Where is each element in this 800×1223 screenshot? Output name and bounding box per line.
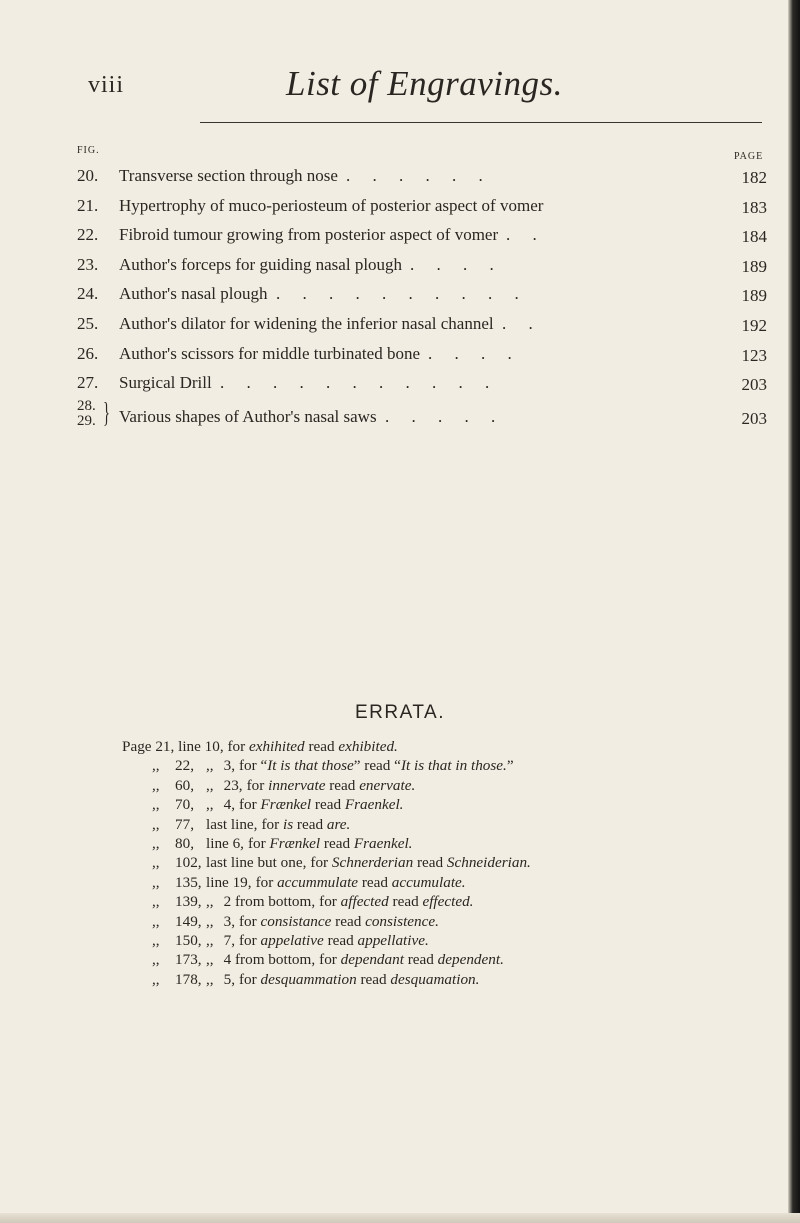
errata-right: consistence. — [365, 912, 439, 930]
errata-text — [206, 951, 504, 969]
ditto-mark: ,, — [152, 893, 160, 911]
errata-right: Schneiderian. — [446, 854, 531, 872]
entry-number-a: 28. — [77, 397, 96, 414]
errata-text — [206, 835, 412, 853]
entry-leader-dots: . . . . . — [385, 406, 505, 426]
errata-wrong: Frænkel — [269, 834, 321, 852]
errata-page: 77, — [175, 815, 194, 833]
entry-title: Fibroid tumour growing from posterior aspect of vomer — [119, 225, 499, 245]
errata-read: read — [331, 912, 366, 930]
errata-wrong: accummulate — [277, 873, 359, 891]
errata-right: Fraenkel. — [353, 834, 413, 852]
errata-wrong: is — [282, 815, 294, 833]
errata-page: 135, — [175, 873, 202, 891]
toc-entry — [77, 249, 767, 279]
errata-for: for — [310, 854, 332, 872]
errata-text — [206, 874, 466, 892]
entry-number: 22. — [77, 225, 99, 245]
errata-read: read — [388, 893, 423, 911]
page-edge-shadow — [788, 0, 800, 1223]
ditto-mark: ,, — [206, 893, 214, 911]
entry-title: Author's dilator for widening the inferior nasal channel — [119, 313, 494, 333]
entry-number-stack — [77, 399, 96, 429]
errata-row — [134, 777, 774, 796]
errata-read: read — [325, 776, 360, 794]
errata-row — [134, 951, 774, 970]
ditto-mark: ,, — [152, 912, 160, 930]
errata-row — [134, 835, 774, 854]
ditto-mark: ,, — [206, 796, 214, 814]
fig-column-heading: FIG. — [77, 145, 100, 156]
page-bottom-edge — [0, 1213, 800, 1223]
errata-read: read — [323, 931, 358, 949]
errata-wrong: Schnerderian — [331, 854, 414, 872]
errata-for: for — [319, 893, 341, 911]
errata-text — [206, 913, 439, 931]
errata-read: ” read “ — [353, 757, 401, 775]
entry-title: Surgical Drill — [119, 373, 212, 393]
page-number: viii — [88, 72, 125, 98]
entry-title: Author's forceps for guiding nasal plough — [119, 254, 403, 274]
errata-right: appellative. — [357, 931, 429, 949]
errata-for: for “ — [238, 757, 268, 775]
errata-read: read — [356, 970, 391, 988]
errata-page: 80, — [175, 834, 194, 852]
errata-wrong: desquammation — [260, 970, 357, 988]
errata-right: effected. — [422, 893, 474, 911]
errata-list — [122, 738, 774, 990]
errata-text — [122, 738, 398, 756]
errata-read: read — [304, 738, 339, 755]
toc-entry — [77, 367, 767, 397]
errata-label: Page 21, line 10, for — [122, 738, 249, 755]
errata-wrong: innervate — [268, 776, 326, 794]
errata-right: are. — [326, 815, 351, 833]
entry-number: 26. — [77, 343, 99, 363]
errata-wrong: appelative — [260, 931, 324, 949]
errata-row — [134, 854, 774, 873]
errata-row — [134, 893, 774, 912]
errata-close: ” — [506, 757, 514, 775]
errata-page: 139, — [175, 893, 202, 911]
ditto-mark: ,, — [206, 757, 214, 775]
page-column-heading: PAGE — [734, 151, 764, 162]
errata-right: dependent. — [437, 951, 504, 969]
errata-line: 23, — [223, 776, 243, 794]
errata-text — [206, 971, 479, 989]
ditto-mark: ,, — [152, 854, 160, 872]
entry-leader-dots: . . . . . . . . . . . — [220, 373, 499, 393]
toc-entry — [77, 219, 767, 249]
ditto-mark: ,, — [152, 834, 160, 852]
ditto-mark: ,, — [152, 815, 160, 833]
errata-for: for — [261, 815, 283, 833]
errata-page: 60, — [175, 776, 194, 794]
errata-row — [134, 874, 774, 893]
ditto-mark: ,, — [152, 873, 160, 891]
entry-page: 123 — [741, 345, 767, 365]
entry-leader-dots: . . — [506, 225, 546, 245]
errata-wrong: Frænkel — [260, 796, 312, 814]
entry-title: Hypertrophy of muco-periosteum of posterior aspect of vomer — [119, 195, 544, 215]
toc-entry — [77, 160, 767, 190]
entry-number: 20. — [77, 166, 99, 185]
entry-leader-dots: . . . . — [410, 254, 503, 274]
errata-for: for — [247, 834, 270, 852]
errata-wrong: consistance — [260, 912, 332, 930]
ditto-mark: ,, — [206, 970, 214, 988]
toc-entry — [77, 308, 767, 338]
errata-wrong: dependant — [340, 951, 404, 969]
errata-line: 3, — [223, 757, 235, 775]
toc-entry — [77, 338, 767, 368]
entry-title: Various shapes of Author's nasal saws — [119, 406, 377, 426]
entry-number: 21. — [77, 195, 99, 215]
errata-text — [206, 777, 415, 795]
ditto-mark: ,, — [206, 776, 214, 794]
errata-page: 150, — [175, 931, 202, 949]
errata-page: 70, — [175, 796, 194, 814]
ditto-mark: ,, — [152, 951, 160, 969]
errata-page: 22, — [175, 757, 194, 775]
entry-number-b: 29. — [77, 412, 96, 429]
entry-page: 183 — [741, 197, 767, 217]
errata-row — [134, 816, 774, 835]
errata-wrong: affected — [340, 893, 389, 911]
entry-leader-dots: . . . . . . — [346, 166, 492, 185]
entry-title: Author's scissors for middle turbinated bone — [119, 343, 420, 363]
entry-title: Transverse section through nose — [119, 166, 338, 185]
entry-number: 23. — [77, 254, 99, 274]
errata-right: accumulate. — [391, 873, 466, 891]
errata-line: 7, — [223, 931, 235, 949]
ditto-mark: ,, — [206, 912, 214, 930]
errata-line: last line but one, — [206, 854, 307, 872]
errata-row — [134, 757, 774, 776]
ditto-mark: ,, — [206, 951, 214, 969]
entry-page: 203 — [741, 408, 767, 428]
page-header — [88, 58, 768, 108]
errata-read: read — [293, 815, 327, 833]
errata-for: for — [238, 912, 261, 930]
errata-row — [134, 796, 774, 815]
ditto-mark: ,, — [152, 970, 160, 988]
errata-page: 102, — [175, 854, 202, 872]
errata-line: line 6, — [206, 834, 244, 852]
errata-for: for — [238, 970, 261, 988]
toc-entry-double — [77, 397, 767, 437]
errata-line: 2 from bottom, — [223, 893, 316, 911]
entry-number: 24. — [77, 284, 99, 304]
errata-right: Fraenkel. — [344, 796, 404, 814]
errata-wrong: exhihited — [248, 738, 305, 755]
entry-number: 25. — [77, 313, 99, 333]
errata-line: line 19, — [206, 873, 252, 891]
errata-line: last line, — [206, 815, 258, 833]
errata-right: exhibited. — [338, 738, 398, 755]
errata-row — [134, 913, 774, 932]
errata-text — [206, 854, 531, 872]
errata-for: for — [238, 931, 261, 949]
errata-text — [206, 796, 403, 814]
entry-leader-dots: . . . . . . . . . . — [276, 284, 528, 304]
running-title: List of Engravings. — [286, 64, 563, 103]
ditto-mark: ,, — [206, 931, 214, 949]
entry-brace: } — [103, 396, 110, 429]
header-rule — [200, 122, 762, 123]
errata-row — [122, 738, 774, 757]
entry-page: 182 — [741, 168, 767, 187]
errata-for: for — [238, 796, 261, 814]
errata-row — [134, 971, 774, 990]
toc-entry — [77, 190, 767, 220]
errata-line: 3, — [223, 912, 235, 930]
toc-entry — [77, 278, 767, 308]
entry-number: 27. — [77, 373, 99, 393]
ditto-mark: ,, — [152, 796, 160, 814]
entry-leader-dots: . . . . — [428, 343, 521, 363]
errata-page: 149, — [175, 912, 202, 930]
errata-line: 4 from bottom, — [223, 951, 316, 969]
errata-right: It is that in those. — [400, 757, 507, 775]
errata-page: 178, — [175, 970, 202, 988]
engravings-list — [77, 160, 767, 437]
entry-page: 184 — [741, 227, 767, 247]
errata-page: 173, — [175, 951, 202, 969]
errata-line: 5, — [223, 970, 235, 988]
errata-row — [134, 932, 774, 951]
entry-page: 203 — [741, 375, 767, 395]
errata-line: 4, — [223, 796, 235, 814]
errata-read: read — [358, 873, 392, 891]
errata-right: desquamation. — [390, 970, 480, 988]
entry-title: Author's nasal plough — [119, 284, 268, 304]
ditto-mark: ,, — [152, 757, 160, 775]
errata-text — [206, 816, 350, 834]
errata-read: read — [311, 796, 345, 814]
errata-text — [206, 757, 514, 775]
errata-heading: ERRATA. — [354, 702, 446, 723]
ditto-mark: ,, — [152, 931, 160, 949]
errata-for: for — [255, 873, 278, 891]
errata-wrong: It is that those — [267, 757, 354, 775]
errata-right: enervate. — [359, 776, 416, 794]
entry-page: 189 — [741, 286, 767, 306]
entry-page: 192 — [741, 315, 767, 335]
errata-read: read — [403, 951, 438, 969]
entry-page: 189 — [741, 256, 767, 276]
errata-read: read — [413, 854, 447, 872]
errata-text — [206, 893, 473, 911]
errata-text — [206, 932, 429, 950]
errata-for: for — [319, 951, 341, 969]
errata-read: read — [320, 834, 354, 852]
errata-for: for — [246, 776, 269, 794]
ditto-mark: ,, — [152, 776, 160, 794]
entry-leader-dots: . . — [502, 313, 542, 333]
